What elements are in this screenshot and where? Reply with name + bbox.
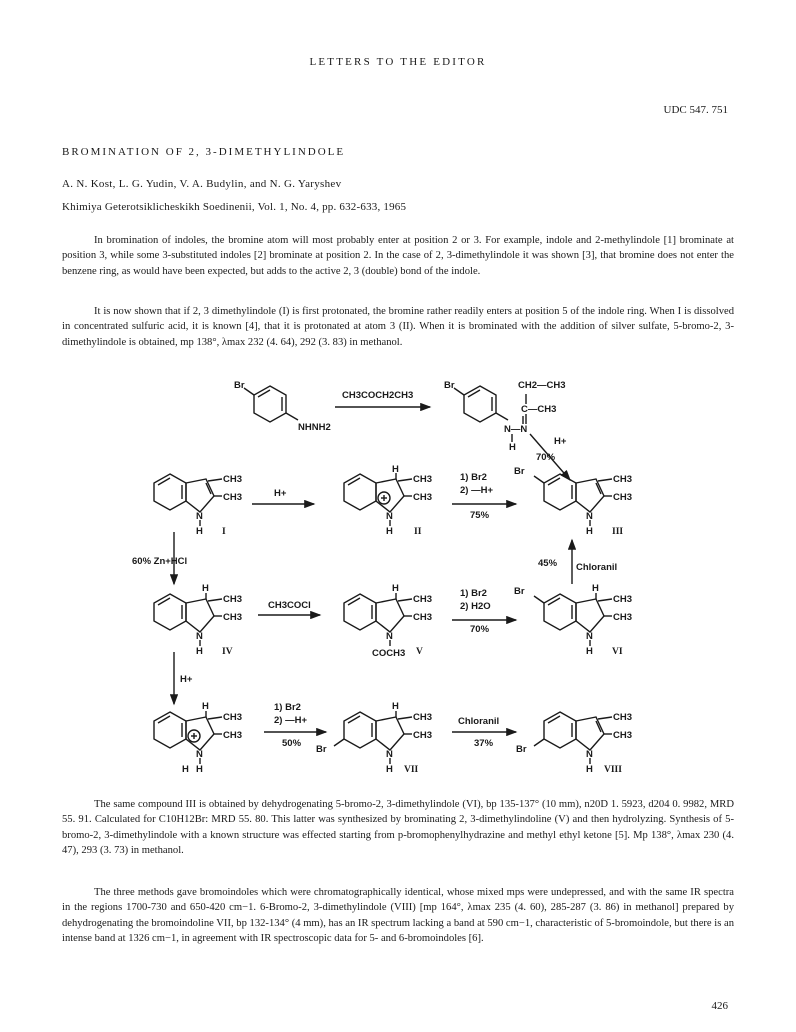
compound-label-III: III bbox=[612, 527, 624, 537]
ch3-label: CH3 bbox=[223, 474, 243, 485]
nh-h: H bbox=[586, 764, 593, 775]
paragraph-2-text: It is now shown that if 2, 3 dimethylindole (I) is first protonated, the bromine rather readily enters at position 5 of the indole ring. When I is dissolved in concentrated sulfuric acid, it is known [4], that it is protonated at atom 3 (II). When it is brominated with the addition of silver sulfate, 5-bromo-2, 3-dimethylindole is obtained, mp 138°, λmax 232 (4. 64), 292 (3. 83) in methanol. bbox=[62, 306, 734, 348]
yield-75: 75% bbox=[470, 510, 490, 521]
n-label: N bbox=[196, 511, 203, 522]
hydrazone-carbon: C—CH3 bbox=[521, 404, 557, 415]
nh-h: H bbox=[196, 646, 203, 657]
paragraph-4-text: The three methods gave bromoindoles which were chromatographically identical, whose mixed mps were undepressed, and with the same IR spectra in the regions 1700-730 and 650-420 cm−1. 6-Bromo-2, 3-dimethylindole (VIII) [mp 164°, λmax 235 (4. 60), 285-287 (3. 86) in methanol] prepared by dehydrogenating the bromoindoline VII, bp 132-134° (4 mm), has an IR spectrum lacking a band at 590 cm−1, characteristic of 5-bromoindole, but there is an intense band at 1326 cm−1, in agreement with IR spectroscopic data for 5- and 6-bromoindoles [6]. bbox=[62, 887, 734, 945]
ch3-label: CH3 bbox=[413, 492, 433, 503]
author-list: A. N. Kost, L. G. Yudin, V. A. Budylin, and N. G. Yaryshev bbox=[62, 178, 342, 190]
compound-label-VIII: VIII bbox=[604, 765, 622, 775]
nh-h: H bbox=[182, 764, 189, 775]
ch3-label: CH3 bbox=[413, 594, 433, 605]
h-label: H bbox=[392, 583, 399, 594]
yield-50: 50% bbox=[282, 738, 302, 749]
paragraph-4 bbox=[62, 885, 734, 947]
n-label: N bbox=[196, 749, 203, 760]
nh-h: H bbox=[586, 646, 593, 657]
ch3-label: CH3 bbox=[223, 612, 243, 623]
h-label: H bbox=[392, 464, 399, 475]
acetyl-group: COCH3 bbox=[372, 648, 406, 659]
compound-label-V: V bbox=[416, 647, 423, 657]
br-substituent: Br bbox=[516, 744, 527, 755]
compound-label-VII: VII bbox=[404, 765, 419, 775]
page-number: 426 bbox=[711, 1000, 728, 1012]
reagent-chloranil: Chloranil bbox=[576, 562, 618, 573]
running-header: LETTERS TO THE EDITOR bbox=[309, 56, 487, 68]
ch3-label: CH3 bbox=[413, 612, 433, 623]
ch3-label: CH3 bbox=[413, 712, 433, 723]
reagent-br2: 1) Br2 bbox=[460, 588, 487, 599]
reagent-mek: CH3COCH2CH3 bbox=[342, 390, 414, 401]
yield-37: 37% bbox=[474, 738, 494, 749]
hydrazone-ethyl: CH2—CH3 bbox=[518, 380, 566, 391]
reagent-acetyl-chloride: CH3COCl bbox=[268, 600, 311, 611]
ch3-label: CH3 bbox=[223, 712, 243, 723]
ch3-label: CH3 bbox=[613, 712, 633, 723]
nh-h: H bbox=[196, 526, 203, 537]
nh-h: H bbox=[586, 526, 593, 537]
h-label: H bbox=[202, 701, 209, 712]
reagent-br2: 1) Br2 bbox=[274, 702, 301, 713]
br-substituent: Br bbox=[234, 380, 245, 391]
compound-label-IV: IV bbox=[222, 647, 233, 657]
compound-label-VI: VI bbox=[612, 647, 623, 657]
nh-h: H bbox=[386, 764, 393, 775]
udc-code: UDC 547. 751 bbox=[663, 104, 728, 116]
article-title: BROMINATION OF 2, 3-DIMETHYLINDOLE bbox=[62, 146, 346, 158]
diag-yield: 70% bbox=[536, 452, 556, 463]
n-label: N bbox=[586, 631, 593, 642]
paragraph-1-text: In bromination of indoles, the bromine atom will most probably enter at position 2 or 3. For example, indole and 2-methylindole [1] brominate at position 3, while some 3-substituted indoles [2] brominate at position 2. In the case of 2, 3-dimethylindole it was shown [3], that bromine does not enter the benzene ring, as would have been expected, but adds to the active 2, 3 (double) bond of the indole. bbox=[62, 235, 734, 277]
reagent-minus-h: 2) —H+ bbox=[460, 485, 493, 496]
n-label: N bbox=[386, 511, 393, 522]
diag-h-plus: H+ bbox=[554, 436, 567, 447]
reagent-chloranil: Chloranil bbox=[458, 716, 500, 727]
n-label: N bbox=[586, 749, 593, 760]
h-label: H bbox=[202, 583, 209, 594]
ch3-label: CH3 bbox=[413, 474, 433, 485]
yield-45: 45% bbox=[538, 558, 558, 569]
journal-citation: Khimiya Geterotsiklicheskikh Soedinenii, Vol. 1, No. 4, pp. 632-633, 1965 bbox=[62, 201, 407, 213]
nh-h: H bbox=[196, 764, 203, 775]
paragraph-3-text: The same compound III is obtained by dehydrogenating 5-bromo-2, 3-dimethylindole (VI), bp 135-137° (10 mm), n20D 1. 5923, d204 0. 9982, MRD 55. 91. Calculated for C10H12Br: MRD 55. 80. This latter was synthesized by brominating 2, 3-dimethylindoline (V) and then hydrolyzing. Synthesis of 5-bromo-2, 3-dimethylindole with a known structure was effected starting from p-bromophenylhydrazine and methyl ethyl ketone [5]. Mp 138°, λmax 230 (4. 47), 293 (3. 73) in methanol. bbox=[62, 799, 734, 857]
h-label: H bbox=[392, 701, 399, 712]
paragraph-2 bbox=[62, 304, 734, 350]
br-substituent: Br bbox=[444, 380, 455, 391]
paragraph-1 bbox=[62, 233, 734, 279]
reagent-br2: 1) Br2 bbox=[460, 472, 487, 483]
yield-70: 70% bbox=[470, 624, 490, 635]
hydrazone-h: H bbox=[509, 442, 516, 453]
br-substituent: Br bbox=[316, 744, 327, 755]
nh-h: H bbox=[386, 526, 393, 537]
compound-label-I: I bbox=[222, 527, 226, 537]
n-label: N bbox=[196, 631, 203, 642]
reagent-minus-h: 2) —H+ bbox=[274, 715, 307, 726]
ch3-label: CH3 bbox=[413, 730, 433, 741]
ch3-label: CH3 bbox=[613, 492, 633, 503]
ch3-label: CH3 bbox=[613, 730, 633, 741]
h-label: H bbox=[592, 583, 599, 594]
paragraph-3 bbox=[62, 797, 734, 859]
ch3-label: CH3 bbox=[223, 730, 243, 741]
n-label: N bbox=[586, 511, 593, 522]
ch3-label: CH3 bbox=[613, 612, 633, 623]
hydrazone-nn: N—N bbox=[504, 424, 528, 435]
n-label: N bbox=[386, 749, 393, 760]
reagent-water: 2) H2O bbox=[460, 601, 491, 612]
ch3-label: CH3 bbox=[223, 594, 243, 605]
ch3-label: CH3 bbox=[613, 474, 633, 485]
br-substituent: Br bbox=[514, 586, 525, 597]
br-substituent: Br bbox=[514, 466, 525, 477]
compound-label-II: II bbox=[414, 527, 422, 537]
ch3-label: CH3 bbox=[223, 492, 243, 503]
n-label: N bbox=[386, 631, 393, 642]
hydrazine-group: NHNH2 bbox=[298, 422, 331, 433]
reagent-h-plus: H+ bbox=[180, 674, 193, 685]
reagent-zn-hcl: 60% Zn+HCl bbox=[132, 556, 188, 567]
reaction-scheme bbox=[130, 372, 650, 784]
reagent-h-plus: H+ bbox=[274, 488, 287, 499]
ch3-label: CH3 bbox=[613, 594, 633, 605]
